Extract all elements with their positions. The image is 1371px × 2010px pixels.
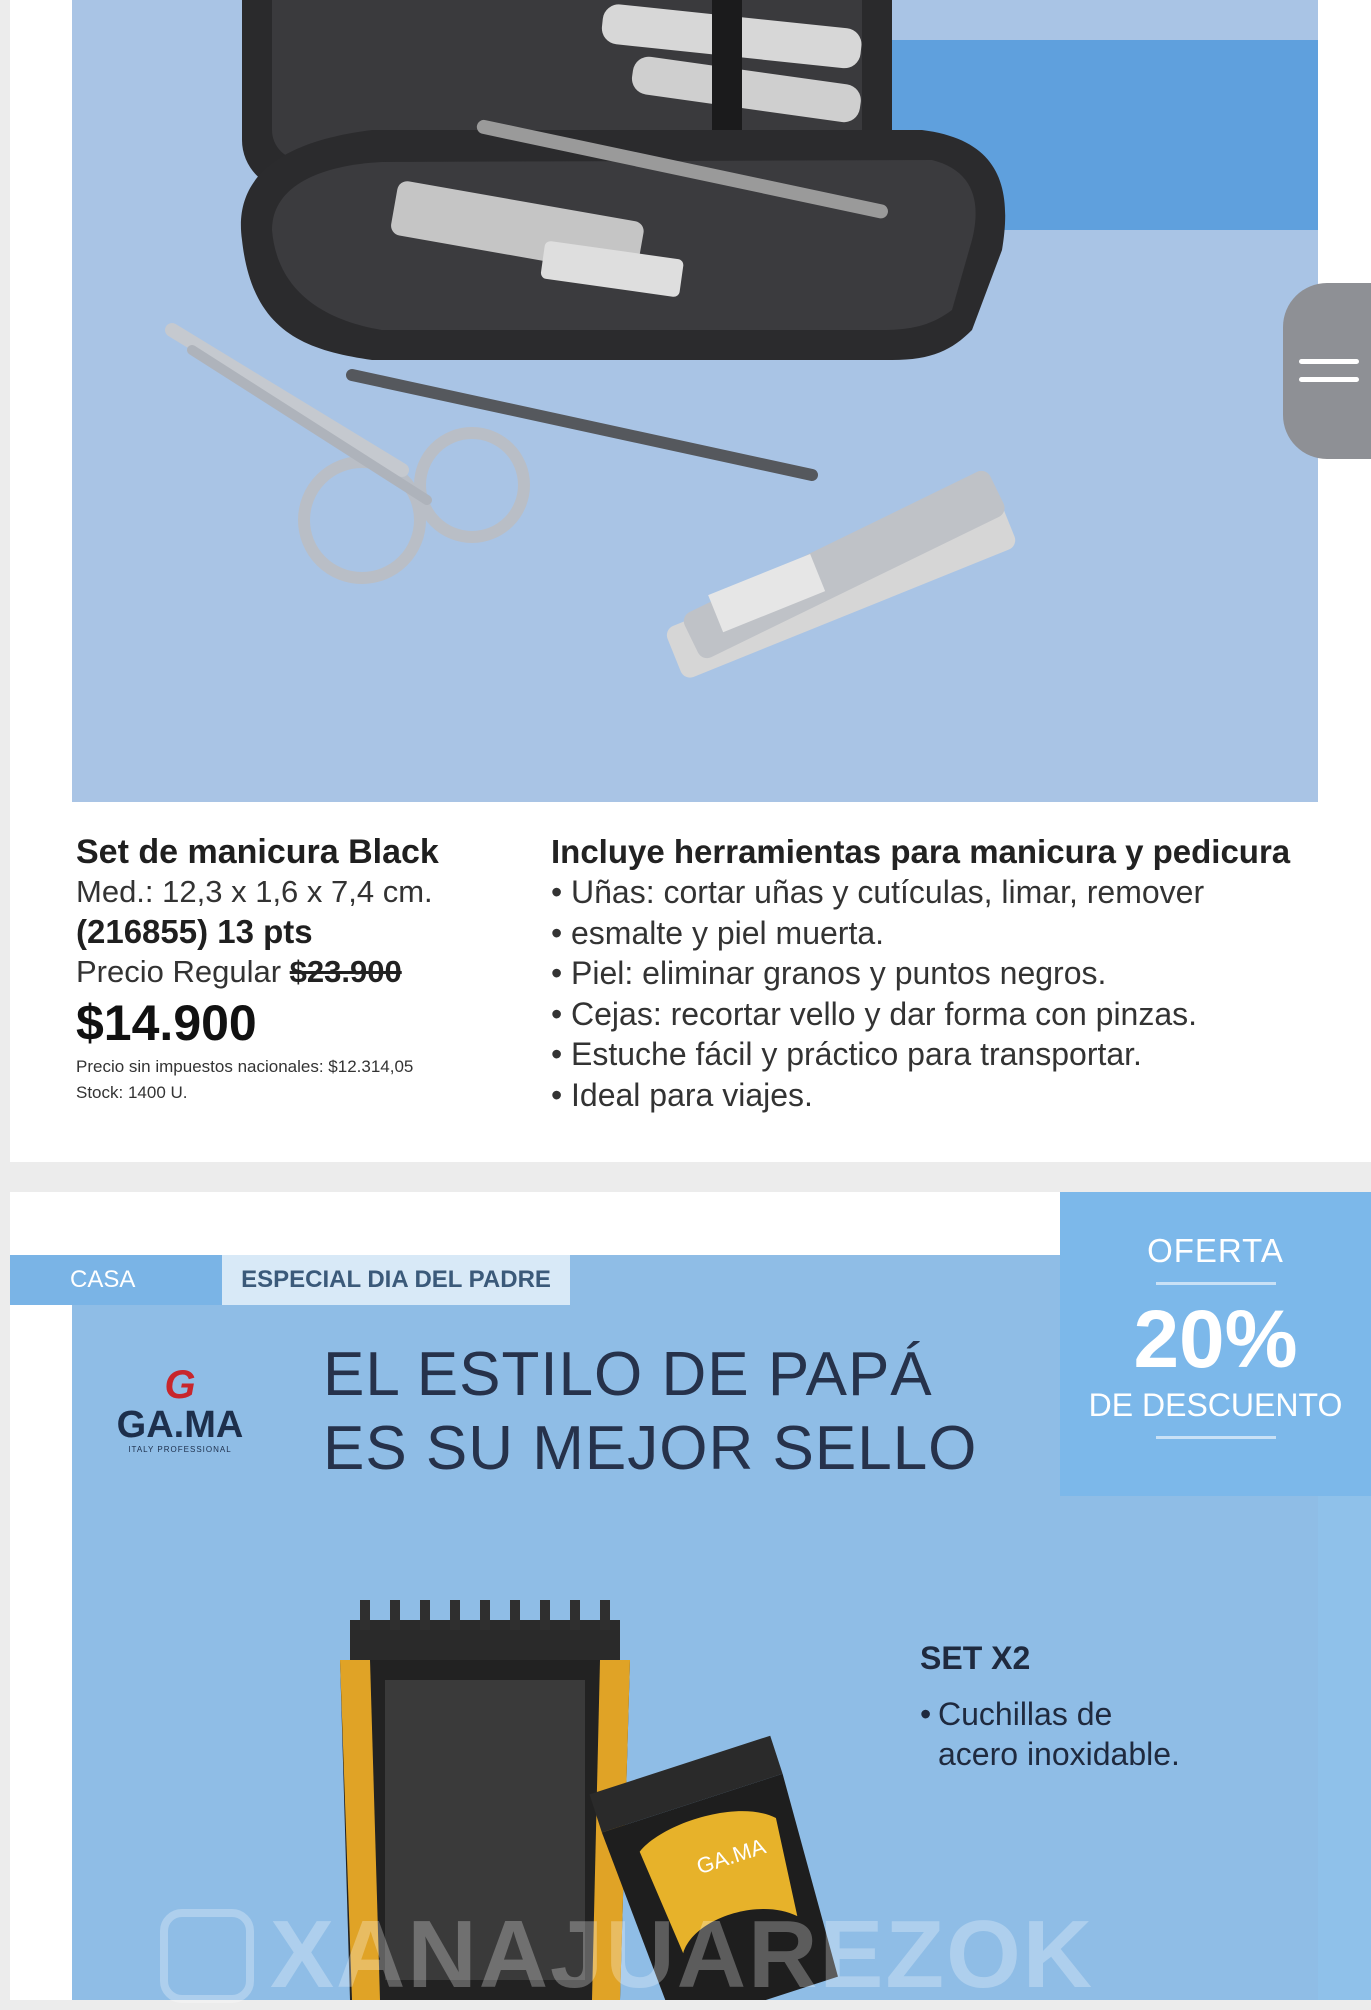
brand-sub: ITALY PROFESSIONAL xyxy=(128,1445,232,1454)
product-features xyxy=(551,832,1331,1115)
set-title: SET X2 xyxy=(920,1640,1031,1676)
feature-item: • Cejas: recortar vello y dar forma con pinzas. xyxy=(551,994,1331,1035)
feature-list xyxy=(551,872,1331,1115)
product-photo-manicure-set xyxy=(72,0,1318,802)
offer-divider xyxy=(1156,1282,1276,1285)
feature-item: • Estuche fácil y práctico para transportar. xyxy=(551,1034,1331,1075)
instagram-icon xyxy=(160,1909,254,2003)
offer-price: $14.900 xyxy=(76,995,257,1051)
headline-line-1: EL ESTILO DE PAPÁ xyxy=(323,1340,933,1409)
offer-badge xyxy=(1060,1192,1371,1496)
brand-name: GA.MA xyxy=(116,1404,244,1446)
left-margin xyxy=(10,1305,72,2000)
tab-especial-dia-del-padre[interactable]: ESPECIAL DIA DEL PADRE xyxy=(222,1255,570,1305)
offer-percent: 20% xyxy=(1133,1294,1298,1385)
gama-mark-icon: G xyxy=(164,1363,196,1407)
feature-item-continued: • esmalte y piel muerta. xyxy=(551,913,1331,954)
handle-line-icon xyxy=(1299,377,1359,382)
product-code: (216855) 13 pts xyxy=(76,913,313,950)
offer-divider xyxy=(1156,1436,1276,1439)
set-feature-line-2: acero inoxidable. xyxy=(938,1736,1180,1772)
handle-line-icon xyxy=(1299,359,1359,364)
tab-casa[interactable]: CASA xyxy=(10,1255,222,1305)
set-feature xyxy=(920,1694,1180,1774)
product-name: Set de manicura Black xyxy=(76,833,439,871)
product-measure: Med.: 12,3 x 1,6 x 7,4 cm. xyxy=(76,874,433,909)
product-info xyxy=(76,832,536,1106)
watermark xyxy=(160,1900,1094,2010)
scroll-handle[interactable] xyxy=(1283,283,1371,459)
offer-sub: DE DESCUENTO xyxy=(1088,1387,1343,1423)
feature-item: • Ideal para viajes. xyxy=(551,1075,1331,1116)
promo-headline xyxy=(323,1338,977,1486)
regular-price-row xyxy=(76,952,536,992)
watermark-text: XANAJUAREZOK xyxy=(270,1901,1095,2008)
headline-line-2: ES SU MEJOR SELLO xyxy=(323,1414,978,1483)
feature-item: • Uñas: cortar uñas y cutículas, limar, remover xyxy=(551,872,1331,913)
offer-label: OFERTA xyxy=(1147,1232,1284,1269)
tax-note: Precio sin impuestos nacionales: $12.314,05 xyxy=(76,1057,414,1076)
set-feature-line-1: • Cuchillas de xyxy=(938,1696,1113,1732)
set-info xyxy=(920,1636,1180,1774)
regular-price: $23.900 xyxy=(289,954,402,989)
clipper-brand: GA.MA xyxy=(693,1833,769,1880)
gama-logo xyxy=(110,1365,250,1455)
feature-item: • Piel: eliminar granos y puntos negros. xyxy=(551,953,1331,994)
regular-price-label: Precio Regular xyxy=(76,954,282,989)
stock-note: Stock: 1400 U. xyxy=(76,1083,188,1102)
includes-title: Incluye herramientas para manicura y pedicura xyxy=(551,833,1291,870)
